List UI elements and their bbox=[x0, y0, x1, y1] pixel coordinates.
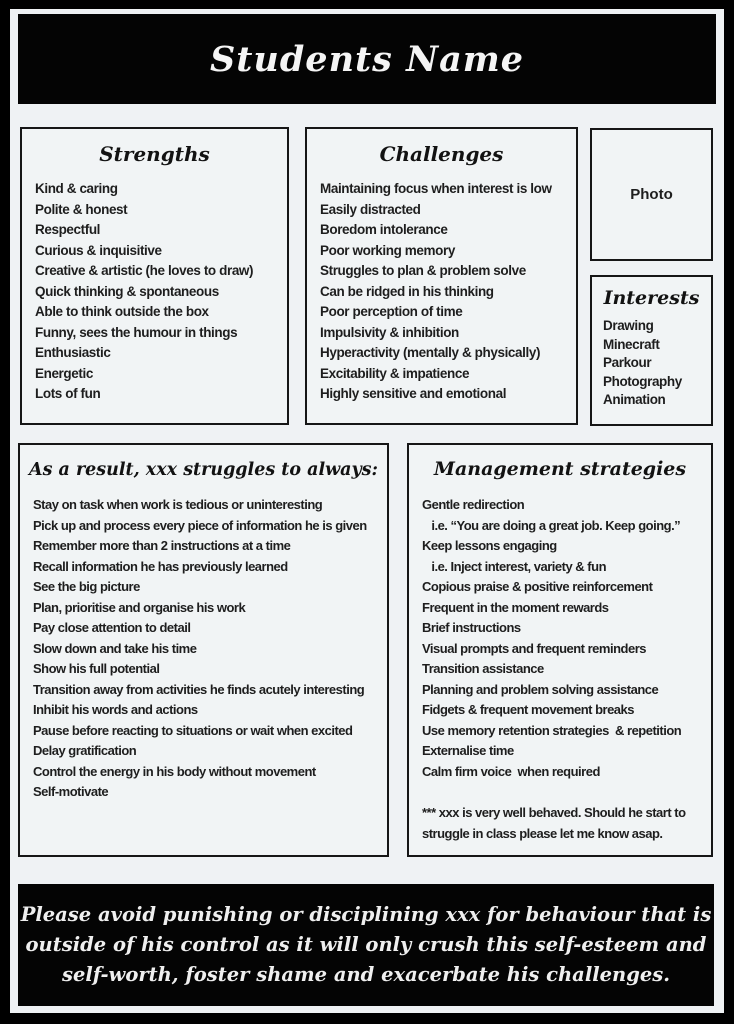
management-item: Visual prompts and frequent reminders bbox=[422, 640, 646, 656]
struggle-item: Inhibit his words and actions bbox=[33, 702, 198, 717]
management-item: Brief instructions bbox=[422, 620, 521, 635]
struggle-item: Self-motivate bbox=[33, 784, 109, 799]
struggles-heading: As a result, xxx struggles to always: bbox=[29, 460, 378, 480]
struggle-item: Control the energy in his body without movement bbox=[33, 763, 316, 779]
management-item: Transition assistance bbox=[422, 661, 544, 676]
challenge-item: Easily distracted bbox=[320, 201, 421, 217]
page-title: Students Name bbox=[209, 38, 525, 80]
interests-list bbox=[592, 317, 711, 410]
struggle-item: Plan, prioritise and organise his work bbox=[33, 599, 246, 615]
interest-item: Photography bbox=[603, 373, 682, 389]
management-item: Frequent in the moment rewards bbox=[422, 599, 609, 615]
management-item: Externalise time bbox=[422, 743, 514, 758]
footer-note bbox=[18, 884, 714, 1006]
management-item: i.e. Inject interest, variety & fun bbox=[422, 558, 607, 574]
management-note: *** xxx is very well behaved. Should he start to struggle in class please let me know asap. bbox=[422, 805, 686, 841]
management-item: Keep lessons engaging bbox=[422, 538, 557, 553]
interest-item: Animation bbox=[603, 392, 666, 407]
management-item: i.e. “You are doing a great job. Keep going.” bbox=[422, 517, 681, 533]
strengths-heading: Strengths bbox=[99, 142, 210, 166]
struggle-item: Stay on task when work is tedious or uninteresting bbox=[33, 497, 323, 512]
challenge-item: Maintaining focus when interest is low bbox=[320, 181, 552, 196]
interest-item: Parkour bbox=[603, 355, 652, 370]
struggles-panel bbox=[18, 443, 389, 857]
challenge-item: Excitability & impatience bbox=[320, 365, 470, 381]
footer-line: outside of his control as it will only crush this self-esteem and bbox=[25, 933, 707, 956]
challenge-item: Impulsivity & inhibition bbox=[320, 324, 459, 340]
challenges-panel bbox=[305, 127, 578, 425]
strength-item: Funny, sees the humour in things bbox=[35, 324, 238, 340]
strengths-panel bbox=[20, 127, 289, 425]
struggle-item: Remember more than 2 instructions at a time bbox=[33, 538, 291, 553]
photo-label: Photo bbox=[630, 186, 673, 203]
interest-item: Drawing bbox=[603, 318, 654, 333]
strength-item: Polite & honest bbox=[35, 201, 128, 217]
struggles-list bbox=[20, 495, 387, 803]
challenge-item: Poor perception of time bbox=[320, 304, 463, 319]
challenge-item: Hyperactivity (mentally & physically) bbox=[320, 345, 541, 360]
management-heading: Management strategies bbox=[433, 458, 687, 480]
strength-item: Respectful bbox=[35, 222, 101, 237]
struggle-item: Pick up and process every piece of information he is given bbox=[33, 517, 367, 533]
strength-item: Kind & caring bbox=[35, 181, 118, 196]
management-item: Use memory retention strategies & repetition bbox=[422, 722, 682, 738]
challenges-heading: Challenges bbox=[379, 142, 504, 166]
management-item: Gentle redirection bbox=[422, 497, 525, 512]
struggle-item: Show his full potential bbox=[33, 661, 160, 676]
management-panel bbox=[407, 443, 713, 857]
challenge-item: Poor working memory bbox=[320, 242, 455, 258]
strength-item: Able to think outside the box bbox=[35, 304, 209, 319]
struggle-item: Delay gratification bbox=[33, 743, 137, 758]
challenge-item: Struggles to plan & problem solve bbox=[320, 263, 526, 278]
management-item: Fidgets & frequent movement breaks bbox=[422, 702, 634, 717]
challenge-item: Boredom intolerance bbox=[320, 222, 448, 237]
struggle-item: Slow down and take his time bbox=[33, 640, 197, 656]
management-item: Calm firm voice when required bbox=[422, 763, 600, 779]
strength-item: Creative & artistic (he loves to draw) bbox=[35, 263, 254, 278]
struggle-item: Pay close attention to detail bbox=[33, 620, 191, 635]
management-item: Copious praise & positive reinforcement bbox=[422, 579, 653, 594]
management-list bbox=[409, 495, 711, 782]
strength-item: Lots of fun bbox=[35, 386, 101, 401]
interest-item: Minecraft bbox=[603, 336, 660, 352]
struggle-item: Recall information he has previously learned bbox=[33, 558, 288, 574]
title-bar bbox=[18, 14, 716, 104]
struggle-item: See the big picture bbox=[33, 579, 140, 594]
challenge-item: Highly sensitive and emotional bbox=[320, 386, 507, 401]
footer-line: Please avoid punishing or disciplining xxx for behaviour that is bbox=[20, 903, 712, 926]
interests-panel bbox=[590, 275, 713, 426]
interests-heading: Interests bbox=[603, 287, 700, 309]
strength-item: Quick thinking & spontaneous bbox=[35, 283, 219, 299]
strength-item: Enthusiastic bbox=[35, 345, 111, 360]
management-item: Planning and problem solving assistance bbox=[422, 681, 659, 697]
footer-line: self-worth, foster shame and exacerbate his challenges. bbox=[61, 963, 671, 986]
photo-placeholder bbox=[590, 128, 713, 261]
strength-item: Energetic bbox=[35, 365, 93, 381]
strengths-list bbox=[22, 179, 287, 405]
challenge-item: Can be ridged in his thinking bbox=[320, 283, 494, 299]
struggle-item: Pause before reacting to situations or wait when excited bbox=[33, 722, 353, 738]
challenges-list bbox=[307, 179, 576, 405]
struggle-item: Transition away from activities he finds acutely interesting bbox=[33, 681, 365, 697]
strength-item: Curious & inquisitive bbox=[35, 242, 162, 258]
